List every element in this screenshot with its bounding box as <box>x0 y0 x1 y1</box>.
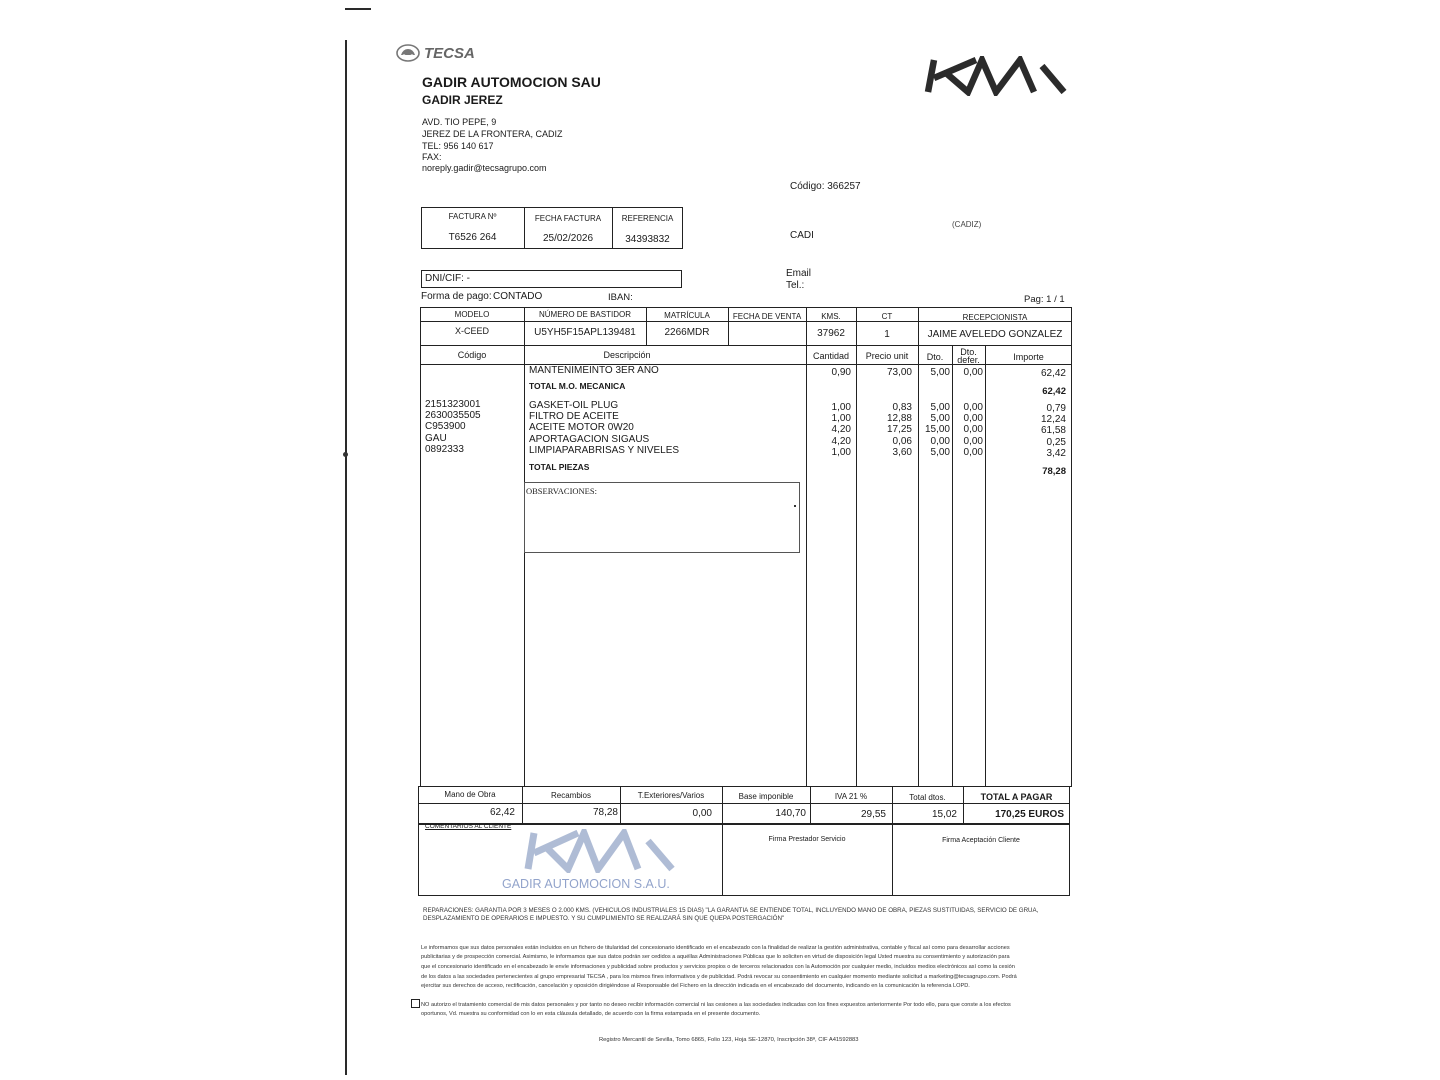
scan-edge-mark <box>345 8 371 10</box>
labour-description: MANTENIMEINTO 3ER AÑO <box>529 365 659 376</box>
vehicle-plate: 2266MDR <box>664 327 710 338</box>
part-row-1-importe: 0,79 <box>1046 403 1066 414</box>
part-row-3-cantidad: 4,20 <box>831 424 851 435</box>
lines-header-importe: Importe <box>1013 352 1044 362</box>
customer-code: Código: 366257 <box>790 181 861 192</box>
company-city: JEREZ DE LA FRONTERA, CADIZ <box>422 129 563 139</box>
vehicle-kms: 37962 <box>817 328 845 339</box>
part-row-1-precio: 0,83 <box>892 402 912 413</box>
totals-header-mano-obra: Mano de Obra <box>444 790 496 799</box>
payment-method: CONTADO <box>493 291 543 302</box>
company-fax: FAX: <box>422 152 442 162</box>
iban-label: IBAN: <box>608 292 633 303</box>
customer-province-fragment: (CADIZ) <box>952 220 982 229</box>
company-address: AVD. TIO PEPE, 9 <box>422 117 497 127</box>
vehicle-header-modelo: MODELO <box>454 310 490 319</box>
part-row-4-dto-defer: 0,00 <box>963 436 983 447</box>
part-row-3-codigo: C953900 <box>425 421 466 432</box>
part-row-4-dto: 0,00 <box>930 436 950 447</box>
no-autorizo-line-2: oportunos, Vd. muestra su conformidad con lo en esta cláusula detallado, de acuerdo con la firma estampada en el presente documento. <box>421 1011 761 1017</box>
no-autorizo-checkbox[interactable] <box>411 999 420 1008</box>
invoice-date-label: FECHA FACTURA <box>534 214 602 223</box>
company-tel: TEL: 956 140 617 <box>422 141 494 151</box>
lines-header-dto-defer-2: defer. <box>957 355 980 365</box>
part-row-4-descripcion: APORTAGACION SIGAUS <box>529 434 650 445</box>
labour-total-value: 62,42 <box>1042 386 1066 397</box>
part-row-3-dto-defer: 0,00 <box>963 424 983 435</box>
part-row-5-importe: 3,42 <box>1046 448 1066 459</box>
part-row-4-importe: 0,25 <box>1046 437 1066 448</box>
totals-mano-obra: 62,42 <box>489 807 515 818</box>
lines-header-descripcion: Descripción <box>603 350 651 360</box>
totals-exteriores: 0,00 <box>692 808 712 819</box>
part-row-1-dto: 5,00 <box>930 402 950 413</box>
part-row-4-cantidad: 4,20 <box>831 436 851 447</box>
totals-base: 140,70 <box>775 808 806 819</box>
part-row-3-descripcion: ACEITE MOTOR 0W20 <box>529 422 634 433</box>
customer-tel-label: Tel.: <box>786 280 805 291</box>
lines-header-precio: Precio unit <box>865 351 909 361</box>
part-row-2-dto-defer: 0,00 <box>963 413 983 424</box>
vehicle-header-fecha-venta: FECHA DE VENTA <box>732 312 802 321</box>
company-email: noreply.gadir@tecsagrupo.com <box>422 163 547 173</box>
part-row-5-descripcion: LIMPIAPARABRISAS Y NIVELES <box>529 445 680 456</box>
totals-header-iva: IVA 21 % <box>834 792 868 801</box>
privacy-line-5: ejercitar sus derechos de acceso, rectificación, cancelación y oposición dirigiéndose al Responsable del Fichero en la dirección indicada en el encabezado del documento, indicando en la comunicación la referencia LOPD. <box>421 983 970 989</box>
lines-header-cantidad: Cantidad <box>812 351 850 361</box>
garantia-line-1: REPARACIONES: GARANTIA POR 3 MESES O 2.000 KMS. (VEHICULOS INDUSTRIALES 15 DIAS) "LA GARANTIA SE ENTIENDE TOTAL, INCLUYENDO MANO DE OBRA, PIEZAS SUSTITUIDAS, SERVICIO DE GRUA, <box>423 907 1039 914</box>
privacy-line-2: publicitarias y de prospección comercial. Asimismo, le informamos que sus datos podrán ser cedidos a aquéllas Administraciones Públicas que lo soliciten en virtud de disposición legal Usted muestra su consentimiento y autorización para <box>421 954 1010 960</box>
totals-header-base: Base imponible <box>738 792 794 801</box>
part-row-5-cantidad: 1,00 <box>831 447 851 458</box>
invoice-reference: 34393832 <box>625 234 670 245</box>
customer-email-label: Email <box>786 268 812 279</box>
part-row-2-descripcion: FILTRO DE ACEITE <box>529 411 619 422</box>
labour-dto: 5,00 <box>930 367 950 378</box>
labour-precio: 73,00 <box>886 367 912 378</box>
car-icon <box>396 44 420 62</box>
vehicle-vin: U5YH5F15APL139481 <box>534 327 636 338</box>
labour-importe: 62,42 <box>1040 368 1066 379</box>
part-row-3-dto: 15,00 <box>924 424 950 435</box>
comentarios-label: COMENTARIOS AL CLIENTE <box>425 823 512 830</box>
part-row-2-dto: 5,00 <box>930 413 950 424</box>
part-row-1-codigo: 2151323001 <box>425 399 481 410</box>
part-row-4-codigo: GAU <box>425 433 447 444</box>
totals-iva: 29,55 <box>860 809 886 820</box>
vehicle-receptionist: JAIME AVELEDO GONZALEZ <box>927 329 1063 340</box>
totals-header-total-pagar: TOTAL A PAGAR <box>980 792 1053 802</box>
part-row-5-precio: 3,60 <box>892 447 912 458</box>
part-row-3-precio: 17,25 <box>886 424 912 435</box>
totals-header-exteriores: T.Exteriores/Varios <box>637 791 705 800</box>
dni-label: DNI/CIF: - <box>425 273 470 284</box>
totals-recambios: 78,28 <box>592 807 618 818</box>
company-name: GADIR AUTOMOCION SAU <box>422 74 601 90</box>
labour-cantidad: 0,90 <box>831 367 851 378</box>
invoice-number: T6526 264 <box>448 232 497 243</box>
observaciones-label: OBSERVACIONES: <box>526 486 597 496</box>
stamp-company: GADIR AUTOMOCION S.A.U. <box>502 877 670 891</box>
scan-punch-hole <box>343 452 348 457</box>
totals-total-dtos: 15,02 <box>931 809 957 820</box>
customer-city: CADI <box>790 230 814 241</box>
vehicle-header-kms: KMS. <box>821 312 841 321</box>
part-row-2-cantidad: 1,00 <box>831 413 851 424</box>
part-row-2-importe: 12,24 <box>1040 414 1066 425</box>
labour-total-label: TOTAL M.O. MECANICA <box>529 381 626 391</box>
part-row-2-codigo: 2630035505 <box>425 410 481 421</box>
totals-total-pagar: 170,25 EUROS <box>995 809 1064 820</box>
labour-dto-defer: 0,00 <box>963 367 983 378</box>
firma-prestador-label: Firma Prestador Servicio <box>768 836 846 843</box>
tecsa-wordmark: TECSA <box>424 44 475 62</box>
parts-total-value: 78,28 <box>1042 466 1066 477</box>
privacy-line-4: de los datos a las sociedades pertenecientes al grupo empresarial TECSA , para los mismos fines informativos y de publicidad. Podrá revocar su consentimiento en cualquier momento mediante solicitud a marketing@tecsagrupo.com. Podrá <box>421 974 1017 980</box>
vehicle-model: X-CEED <box>454 326 489 336</box>
vehicle-header-matricula: MATRÍCULA <box>664 311 710 320</box>
invoice-number-label: FACTURA Nº <box>448 212 497 221</box>
lines-header-codigo: Código <box>457 350 487 360</box>
vehicle-header-recepcionista: RECEPCIONISTA <box>962 313 1028 322</box>
part-row-2-precio: 12,88 <box>886 413 912 424</box>
no-autorizo-line-1: NO autorizo el tratamiento comercial de mis datos personales y por tanto no deseo recibir información comercial ni las cesiones a las sociedades indicadas con los fines expuestos anteriormente Por todo ello, para que conste a los efectos <box>421 1002 1011 1008</box>
part-row-5-codigo: 0892333 <box>425 444 464 455</box>
company-branch: GADIR JEREZ <box>422 93 503 107</box>
page-number: Pag: 1 / 1 <box>1024 294 1065 305</box>
observaciones-dot <box>794 505 796 507</box>
privacy-line-3: que el concesionario identificado en el encabezado le envíe informaciones y publicidad sobre productos y servicios propios o de terceros relacionados con la Automoción por cualquier medio, incluidos medios electrónicos así como la cesión <box>421 964 1015 970</box>
privacy-line-1: Le informamos que sus datos personales están incluidos en un fichero de titularidad del concesionario identificado en el encabezado con la finalidad de realizar la gestión administrativa, contable y fiscal así como para desarrollar acciones <box>421 945 1010 951</box>
kia-logo <box>924 56 1070 101</box>
stamp-kia-logo <box>522 829 678 878</box>
vehicle-ct: 1 <box>884 329 890 340</box>
vehicle-header-ct: CT <box>881 312 893 321</box>
lines-header-dto-defer-1: Dto. <box>960 347 977 357</box>
invoice-date: 25/02/2026 <box>542 233 594 244</box>
part-row-3-importe: 61,58 <box>1040 425 1066 436</box>
vehicle-header-bastidor: NÚMERO DE BASTIDOR <box>538 310 631 319</box>
parts-total-label: TOTAL PIEZAS <box>529 462 590 472</box>
part-row-5-dto: 5,00 <box>930 447 950 458</box>
registro-mercantil: Registro Mercantil de Sevilla, Tomo 6865, Folio 123, Hoja SE-12870, Inscripción 38ª, CIF A41592883 <box>599 1037 859 1043</box>
totals-header-total-dtos: Total dtos. <box>909 793 946 802</box>
totals-header-recambios: Recambios <box>550 791 591 800</box>
lines-header-dto: Dto. <box>926 352 944 362</box>
part-row-1-descripcion: GASKET-OIL PLUG <box>529 400 619 411</box>
scan-edge-line <box>345 40 347 1075</box>
tecsa-logo <box>396 44 475 62</box>
part-row-4-precio: 0,06 <box>892 436 912 447</box>
part-row-1-cantidad: 1,00 <box>831 402 851 413</box>
invoice-reference-label: REFERENCIA <box>621 214 674 223</box>
part-row-5-dto-defer: 0,00 <box>963 447 983 458</box>
firma-cliente-label: Firma Aceptación Cliente <box>942 837 1020 844</box>
part-row-1-dto-defer: 0,00 <box>963 402 983 413</box>
payment-method-label: Forma de pago: <box>421 291 492 302</box>
garantia-line-2: DESPLAZAMIENTO DE OPERARIOS E IMPUESTO. Y SU CUMPLIMIENTO SE REALIZARÁ SIN QUE QUEPA POSTERGACIÓN" <box>423 915 785 922</box>
